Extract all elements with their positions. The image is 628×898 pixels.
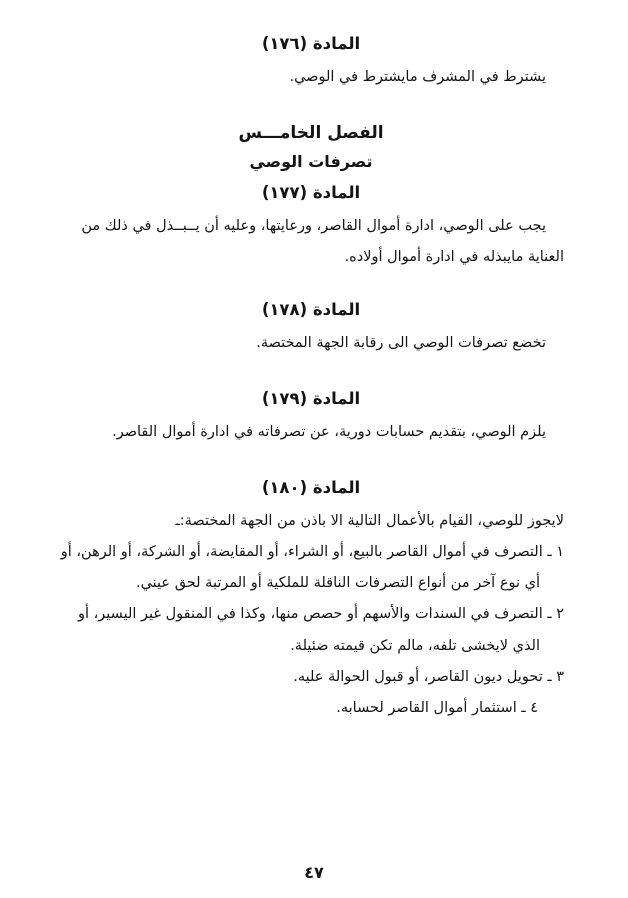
article-180-heading: المادة (١٨٠): [261, 477, 361, 497]
article-177-heading: المادة (١٧٧): [261, 183, 361, 203]
article-180-items: [58, 537, 564, 724]
article-180-intro: لايجوز للوصي، القيام بالأعمال التالية الا باذن من الجهة المختصة:ـ: [175, 512, 564, 529]
list-item-3: ٣ ـ تحويل ديون القاصر، أو قبول الحوالة عليه.: [293, 668, 564, 685]
article-176-heading: المادة (١٧٦): [261, 34, 361, 53]
chapter-subtitle: تصرفات الوصي: [249, 152, 373, 172]
article-179-body: يلزم الوصي، بتقديم حسابات دورية، عن تصرفاته في ادارة أموال القاصر.: [112, 423, 546, 440]
article-178-body: تخضع تصرفات الوصي الى رقابة الجهة المختصة.: [256, 334, 546, 351]
article-178-heading: المادة (١٧٨): [261, 299, 361, 319]
chapter-title: الفصل الخامـــس: [238, 123, 384, 144]
article-176-body: يشترط في المشرف مايشترط في الوصي.: [289, 69, 546, 85]
article-177-body: يجب على الوصي، ادارة أموال القاصر، ورعايتها، وعليه أن يــبــذل في ذلك من العناية مايبذله في ادارة أموال أولاده.: [81, 218, 564, 266]
list-item-4: ٤ ـ استثمار أموال القاصر لحسابه.: [336, 699, 538, 716]
chapter-heading-block: [58, 123, 564, 171]
list-item-1: ١ ـ التصرف في أموال القاصر بالبيع، أو الشراء، أو المقايضة، أو الشركة، أو الرهن، أو أي نوع آخر من أنواع التصرفات الناقلة للملكية أو المرتبة لحق عيني.: [60, 544, 564, 592]
page-number: ٤٧: [304, 863, 324, 882]
list-item-2: ٢ ـ التصرف في السندات والأسهم أو حصص منها، وكذا في المنقول غير اليسير، أو الذي لايخشى تلفه، مالم تكن قيمته ضئيلة.: [77, 606, 564, 654]
article-179-heading: المادة (١٧٩): [261, 388, 361, 408]
